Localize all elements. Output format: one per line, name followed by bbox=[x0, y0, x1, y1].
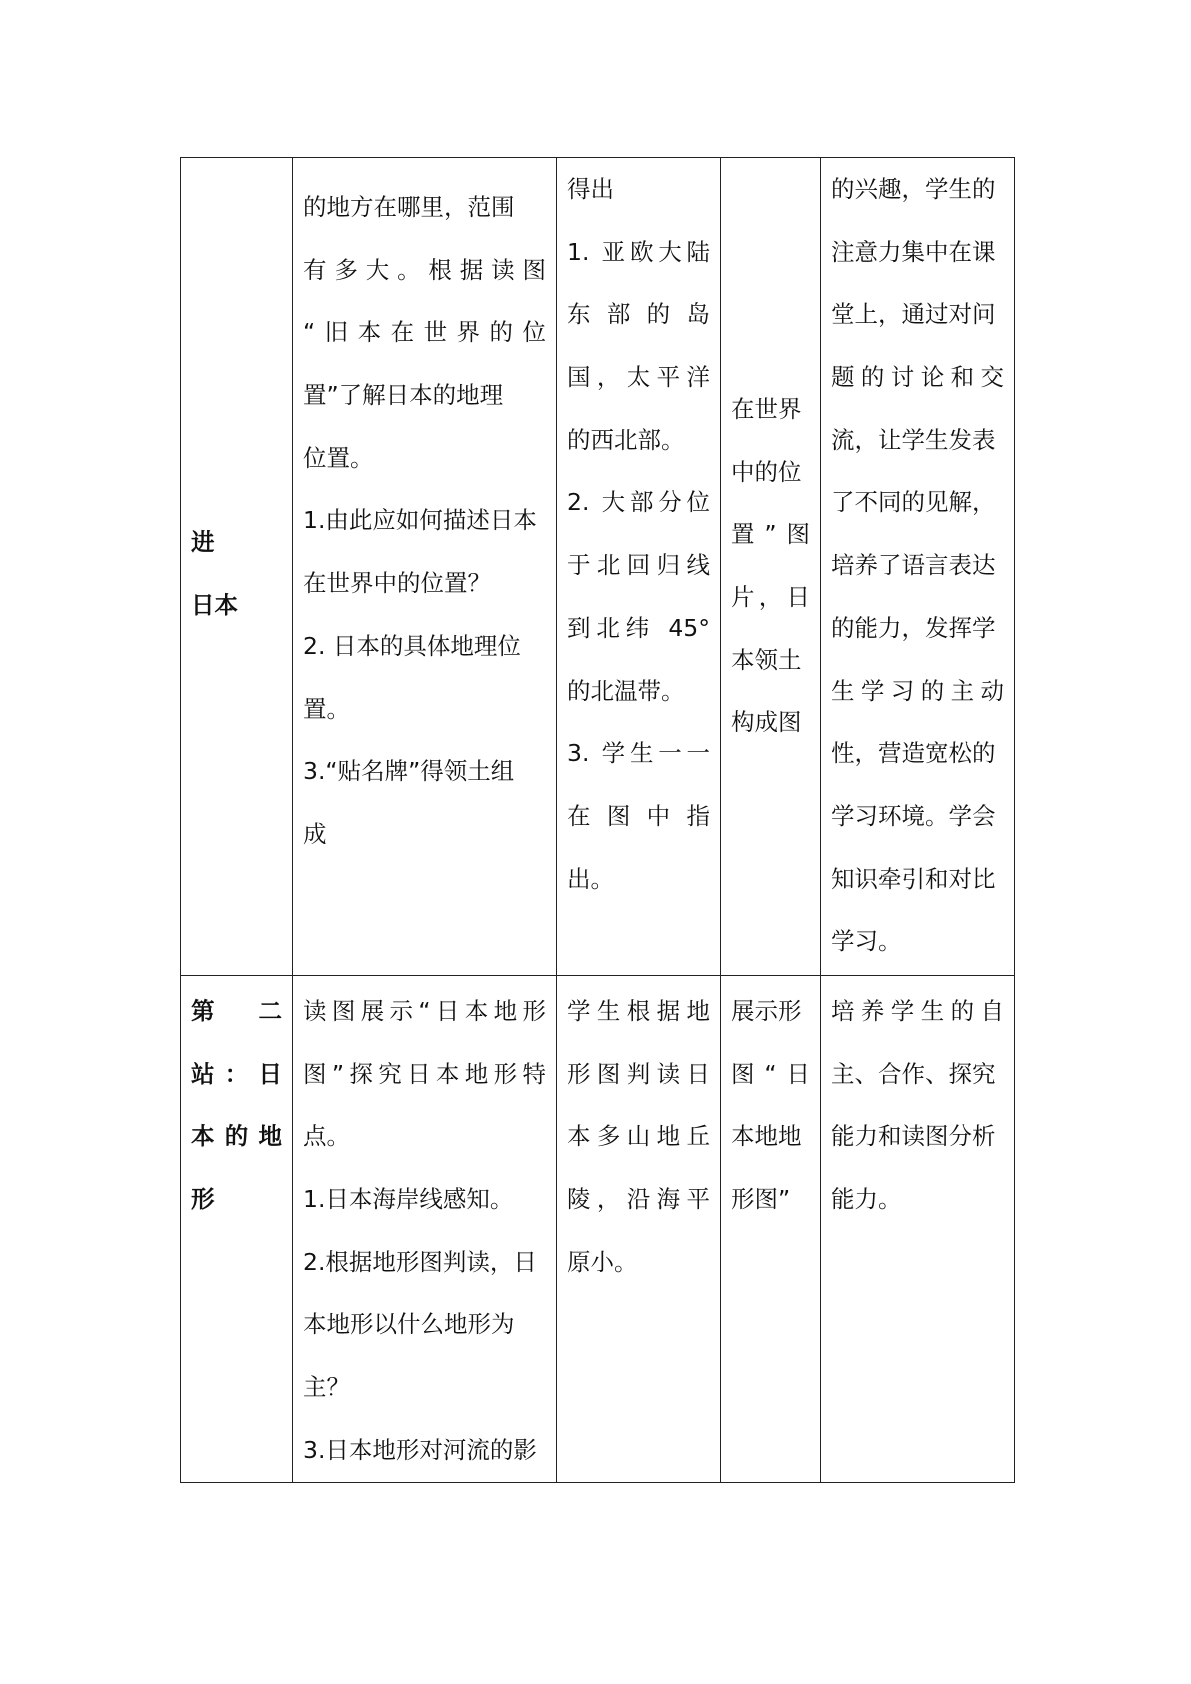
stage-line: 站：日 bbox=[191, 1059, 282, 1088]
lesson-plan-table bbox=[180, 157, 1015, 1483]
text-line: 形图” bbox=[731, 1185, 791, 1214]
text-line: 2.根据地形图判读，日 bbox=[303, 1247, 537, 1276]
text-line: 的地方在哪里，范围 bbox=[303, 193, 515, 221]
text-line: 主、合作、探究 bbox=[831, 1059, 996, 1088]
stage-line: 本的地 bbox=[191, 1122, 282, 1151]
text-line: 培养学生的自 bbox=[831, 997, 1004, 1025]
text-line: 知识牵引和对比 bbox=[831, 864, 996, 893]
text-line: 置”了解日本的地理 bbox=[303, 381, 504, 410]
text-line: 读图展示“日本地形 bbox=[303, 997, 546, 1025]
text-line: 有多大。根据读图 bbox=[303, 255, 546, 284]
media-cell bbox=[721, 158, 821, 976]
text-line: 成 bbox=[303, 819, 327, 848]
text-line: 置。 bbox=[303, 694, 350, 723]
text-line: 原小。 bbox=[567, 1247, 638, 1276]
student-activity-cell bbox=[557, 158, 721, 976]
text-line: 本领土 bbox=[731, 645, 802, 674]
text-line: 1.日本海岸线感知。 bbox=[303, 1185, 514, 1214]
stage-cell bbox=[181, 976, 293, 1483]
text-line: 构成图 bbox=[731, 708, 802, 737]
text-line: 生学习的主动 bbox=[831, 676, 1004, 705]
text-line: 的西北部。 bbox=[567, 425, 685, 454]
text-line: 学习环境。学会 bbox=[831, 801, 996, 830]
text-line: 1.由此应如何描述日本 bbox=[303, 506, 537, 535]
text-line: 出。 bbox=[567, 864, 614, 893]
text-line: 置”图 bbox=[731, 520, 810, 549]
text-line: 2. 日本的具体地理位 bbox=[303, 631, 521, 660]
text-line: 2. 大部分位 bbox=[567, 488, 710, 517]
text-line: 本地地 bbox=[731, 1122, 802, 1151]
text-line: 位置。 bbox=[303, 443, 374, 472]
stage-line: 日本 bbox=[191, 590, 238, 619]
text-line: “旧本在世界的位 bbox=[303, 318, 546, 347]
design-intent-cell bbox=[821, 158, 1015, 976]
text-line: 注意力集中在课 bbox=[831, 237, 996, 266]
student-activity-cell bbox=[557, 976, 721, 1483]
text-line: 本地形以什么地形为 bbox=[303, 1310, 515, 1339]
text-line: 1. 亚欧大陆 bbox=[567, 237, 710, 266]
text-line: 的能力，发挥学 bbox=[831, 613, 996, 642]
teacher-activity-cell bbox=[293, 976, 557, 1483]
text-line: 的北温带。 bbox=[567, 676, 685, 705]
text-line: 在世界中的位置？ bbox=[303, 569, 491, 598]
text-line: 国，太平洋 bbox=[567, 363, 710, 392]
text-line: 学生根据地 bbox=[567, 997, 710, 1025]
text-line: 堂上，通过对问 bbox=[831, 300, 996, 329]
text-line: 图“日 bbox=[731, 1059, 810, 1088]
table-row bbox=[181, 158, 1015, 976]
text-line: 得出 bbox=[567, 175, 614, 203]
text-line: 图”探究日本地形特 bbox=[303, 1059, 546, 1088]
text-line: 能力。 bbox=[831, 1185, 902, 1214]
stage-line: 进 bbox=[191, 528, 215, 556]
stage-line: 第 二 bbox=[191, 997, 282, 1025]
stage-line: 形 bbox=[191, 1185, 215, 1214]
text-line: 到北纬 45° bbox=[567, 613, 710, 642]
text-line: 的兴趣，学生的 bbox=[831, 175, 996, 203]
text-line: 性，营造宽松的 bbox=[831, 739, 996, 768]
text-line: 在世界 bbox=[731, 395, 802, 423]
text-line: 3. 学生一一 bbox=[567, 739, 710, 768]
text-line: 本多山地丘 bbox=[567, 1122, 710, 1151]
text-line: 形图判读日 bbox=[567, 1059, 710, 1088]
text-line: 3.日本地形对河流的影 bbox=[303, 1435, 537, 1464]
teacher-activity-cell bbox=[293, 158, 557, 976]
text-line: 培养了语言表达 bbox=[831, 551, 996, 580]
text-line: 3.“贴名牌”得领土组 bbox=[303, 757, 515, 786]
text-line: 中的位 bbox=[731, 457, 802, 486]
table-row bbox=[181, 976, 1015, 1483]
text-line: 流，让学生发表 bbox=[831, 425, 996, 454]
text-line: 展示形 bbox=[731, 997, 802, 1025]
media-cell bbox=[721, 976, 821, 1483]
text-line: 题的讨论和交 bbox=[831, 363, 1004, 392]
text-line: 东部的岛 bbox=[567, 300, 710, 329]
text-line: 在图中指 bbox=[567, 801, 710, 830]
text-line: 能力和读图分析 bbox=[831, 1122, 996, 1151]
text-line: 学习。 bbox=[831, 927, 902, 956]
text-line: 陵，沿海平 bbox=[567, 1185, 710, 1214]
design-intent-cell bbox=[821, 976, 1015, 1483]
text-line: 点。 bbox=[303, 1122, 350, 1151]
text-line: 了不同的见解， bbox=[831, 488, 996, 517]
stage-cell bbox=[181, 158, 293, 976]
text-line: 主？ bbox=[303, 1373, 350, 1402]
text-line: 片，日 bbox=[731, 583, 810, 612]
text-line: 于北回归线 bbox=[567, 551, 710, 580]
